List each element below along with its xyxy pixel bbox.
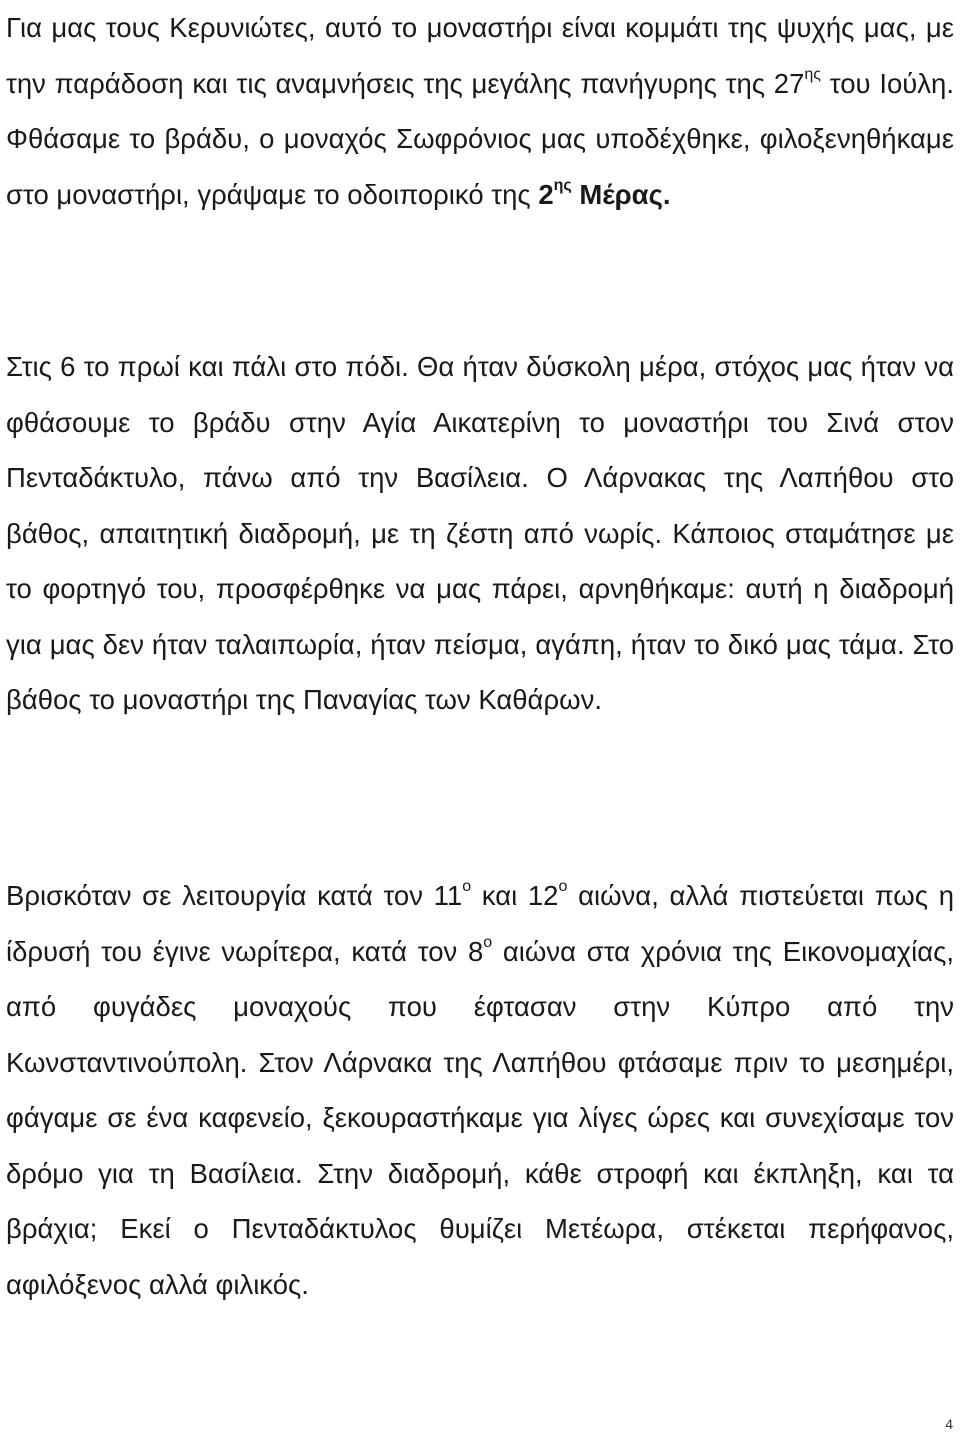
p1-text-1: Για μας τους Κερυνιώτες, αυτό το μοναστήρι είναι κομμάτι της ψυχής μας, με την παράδοση και τις αναμνήσεις της μεγάλης πανήγυρης της 27 bbox=[6, 12, 954, 99]
p3-superscript-2: ο bbox=[558, 878, 568, 895]
p1-bold-day-number: 2 bbox=[538, 178, 554, 210]
p3-text-1: Βρισκόταν σε λειτουργία κατά τον 11 bbox=[6, 880, 463, 911]
paragraph-kerynia-monastery bbox=[6, 0, 954, 222]
p2-text: Στις 6 το πρωί και πάλι στο πόδι. Θα ήταν δύσκολη μέρα, στόχος μας ήταν να φθάσουμε το βράδυ στην Αγία Αικατερίνη το μοναστήρι του Σινά στον Πενταδάκτυλο, πάνω από την Βασίλεια. Ο Λάρνακας της Λαπήθου στο βάθος, απαιτητική διαδρομή, με τη ζέστη από νωρίς. Κάποιος σταμάτησε με το φορτηγό του, προσφέρθηκε να μας πάρει, αρνηθήκαμε: αυτή η διαδρομή για μας δεν ήταν ταλαιπωρία, ήταν πείσμα, αγάπη, ήταν το δικό μας τάμα. Στο βάθος το μοναστήρι της Παναγίας των Καθάρων. bbox=[6, 351, 954, 715]
p1-superscript-1: ης bbox=[804, 65, 821, 83]
p3-text-3: αιώνα, αλλά πιστεύεται πως η ίδρυσή του έγινε νωρίτερα, κατά τον 8 bbox=[6, 880, 954, 967]
p3-superscript-1: ο bbox=[462, 878, 472, 895]
p1-bold-day-word: Μέρας. bbox=[571, 178, 671, 210]
p1-text-2: του Ιούλη. Φθάσαμε το βράδυ, ο μοναχός Σωφρόνιος μας υποδέχθηκε, φιλοξενηθήκαμε στο μοναστήρι, γράψαμε το οδοιπορικό της bbox=[6, 67, 954, 210]
paragraph-morning-journey bbox=[6, 339, 954, 728]
p3-superscript-3: ο bbox=[483, 933, 493, 951]
paragraph-monastery-history bbox=[6, 868, 954, 1312]
p3-text-4: αιώνα στα χρόνια της Εικονομαχίας, από φυγάδες μοναχούς που έφτασαν στην Κύπρο από την Κωνσταντινούπολη. Στον Λάρνακα της Λαπήθου φτάσαμε πριν το μεσημέρι, φάγαμε σε ένα καφενείο, ξεκουραστήκαμε για λίγες ώρες και συνεχίσαμε τον δρόμο για τη Βασίλεια. Στην διαδρομή, κάθε στροφή και έκπληξη, και τα βράχια; Εκεί ο Πενταδάκτυλος θυμίζει Μετέωρα, στέκεται περήφανος, αφιλόξενος αλλά φιλικός. bbox=[6, 935, 955, 1300]
p1-bold-superscript: ης bbox=[553, 176, 572, 194]
page-number: 4 bbox=[945, 1416, 953, 1432]
p3-text-2: και 12 bbox=[471, 880, 559, 911]
